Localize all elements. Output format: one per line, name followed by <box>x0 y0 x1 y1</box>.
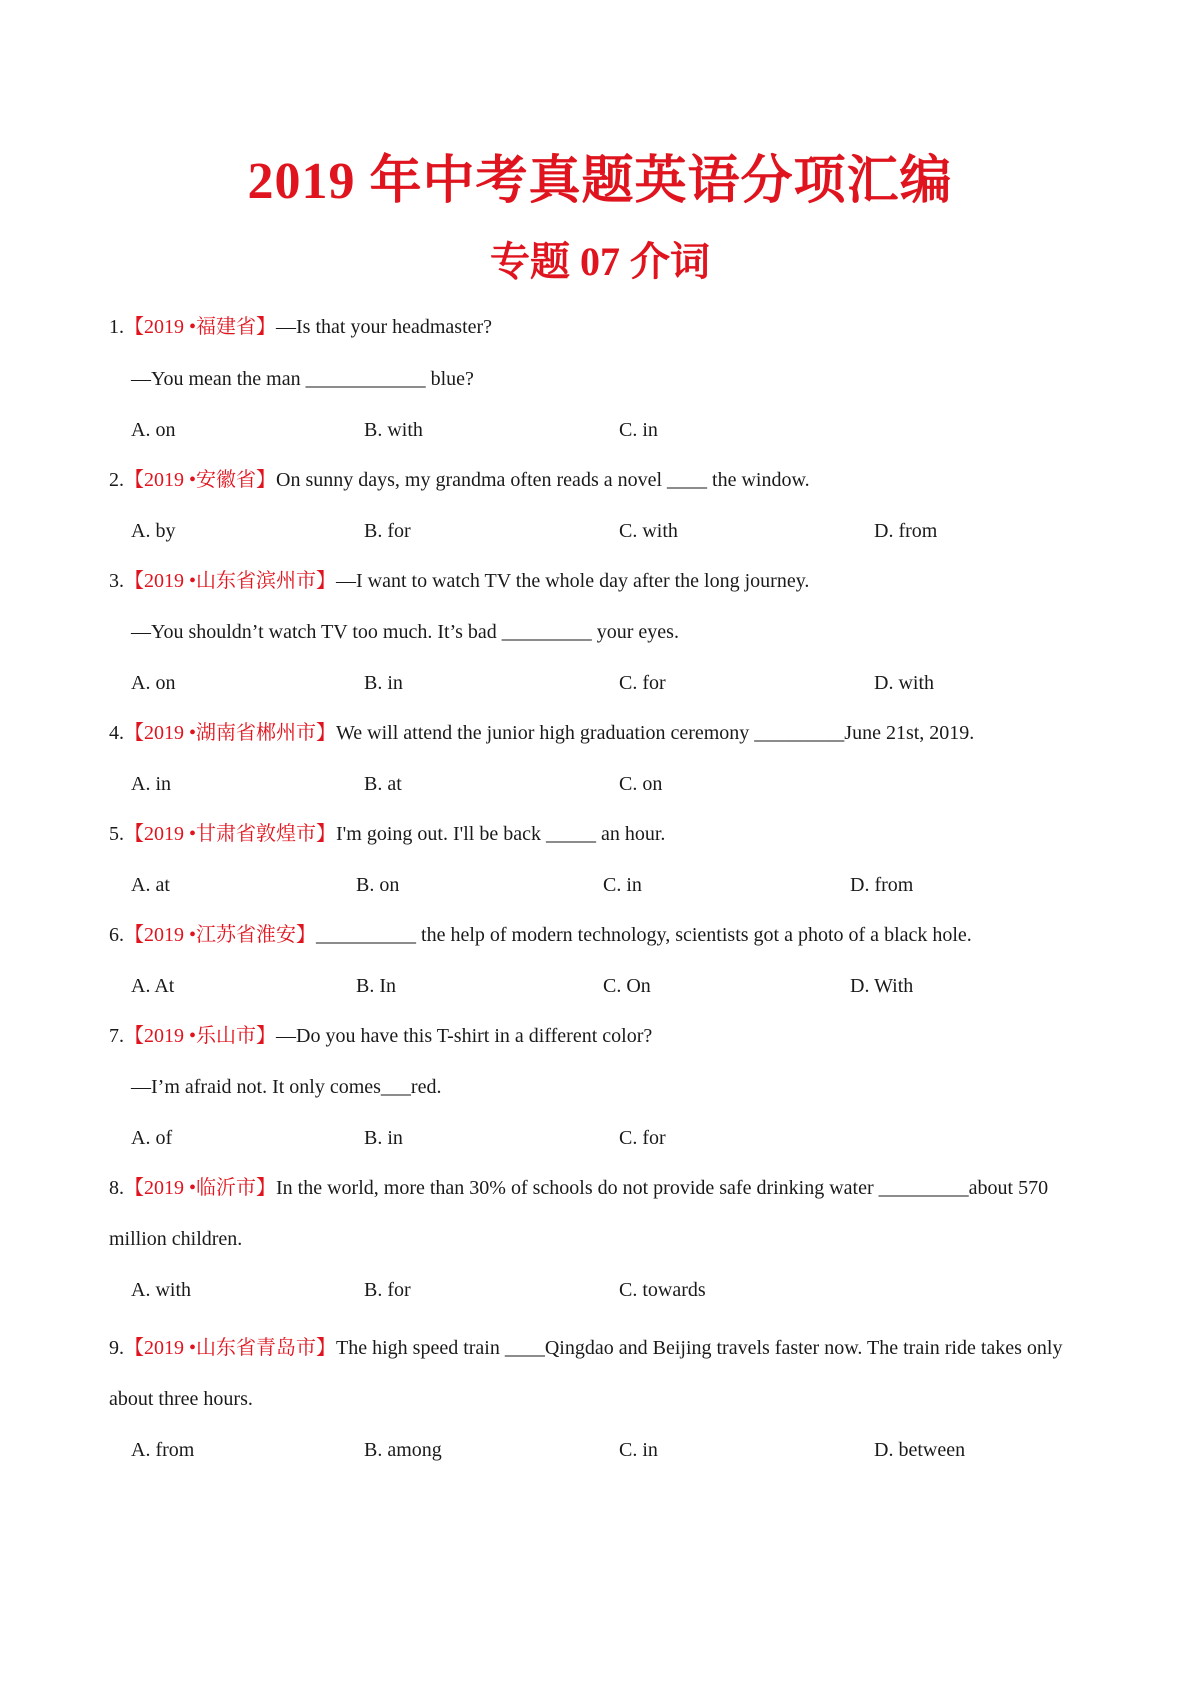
question-9-option-c: C. in <box>619 1439 658 1461</box>
question-source: 【2019 •安徽省】 <box>124 469 277 491</box>
question-7-stem <box>109 1022 652 1050</box>
question-number: 8. <box>109 1177 124 1199</box>
question-9-stem <box>109 1334 1063 1362</box>
question-8-stem <box>109 1174 1048 1202</box>
question-text: —Is that your headmaster? <box>276 316 493 338</box>
question-5-stem <box>109 820 665 848</box>
question-source: 【2019 •临沂市】 <box>124 1177 277 1199</box>
question-number: 7. <box>109 1025 124 1047</box>
question-6-stem <box>109 921 972 949</box>
question-2-option-d: D. from <box>874 520 938 542</box>
question-8-option-c: C. towards <box>619 1279 706 1301</box>
question-4-option-a: A. in <box>131 773 171 795</box>
question-text: In the world, more than 30% of schools do not provide safe drinking water _________about 570 <box>276 1177 1049 1199</box>
question-3-line-2: —You shouldn’t watch TV too much. It’s bad _________ your eyes. <box>131 621 679 643</box>
question-5-option-b: B. on <box>356 874 400 896</box>
question-8-option-b: B. for <box>364 1279 411 1301</box>
question-9-option-b: B. among <box>364 1439 442 1461</box>
question-text: —I want to watch TV the whole day after the long journey. <box>336 570 810 592</box>
question-text: The high speed train ____Qingdao and Beijing travels faster now. The train ride takes only <box>336 1337 1063 1359</box>
question-4-option-c: C. on <box>619 773 663 795</box>
question-text: __________ the help of modern technology, scientists got a photo of a black hole. <box>316 924 972 946</box>
page-subtitle: 专题 07 介词 <box>490 239 710 284</box>
question-7-option-b: B. in <box>364 1127 403 1149</box>
question-8-option-a: A. with <box>131 1279 191 1301</box>
question-number: 5. <box>109 823 124 845</box>
question-text: I'm going out. I'll be back _____ an hour. <box>336 823 666 845</box>
question-4-stem <box>109 719 974 747</box>
question-1-option-b: B. with <box>364 419 423 441</box>
question-7-line-2: —I’m afraid not. It only comes___red. <box>131 1076 442 1098</box>
question-5-option-a: A. at <box>131 874 170 896</box>
question-6-option-b: B. In <box>356 975 396 997</box>
question-number: 1. <box>109 316 124 338</box>
question-9-option-a: A. from <box>131 1439 195 1461</box>
question-source: 【2019 •山东省青岛市】 <box>124 1337 337 1359</box>
question-8-line-2: million children. <box>109 1228 243 1250</box>
question-6-option-c: C. On <box>603 975 651 997</box>
question-6-option-d: D. With <box>850 975 914 997</box>
question-1-line-2: —You mean the man ____________ blue? <box>131 368 474 390</box>
question-1-option-a: A. on <box>131 419 176 441</box>
question-number: 6. <box>109 924 124 946</box>
question-2-option-b: B. for <box>364 520 411 542</box>
question-3-option-d: D. with <box>874 672 934 694</box>
question-text: —Do you have this T-shirt in a different color? <box>276 1025 653 1047</box>
question-source: 【2019 •福建省】 <box>124 316 277 338</box>
question-3-option-c: C. for <box>619 672 666 694</box>
question-7-option-a: A. of <box>131 1127 173 1149</box>
question-number: 9. <box>109 1337 124 1359</box>
question-source: 【2019 •湖南省郴州市】 <box>124 722 337 744</box>
question-source: 【2019 •乐山市】 <box>124 1025 277 1047</box>
question-9-option-d: D. between <box>874 1439 966 1461</box>
question-3-stem <box>109 567 809 595</box>
question-5-option-c: C. in <box>603 874 642 896</box>
question-5-option-d: D. from <box>850 874 914 896</box>
question-2-stem <box>109 466 810 494</box>
question-1-stem <box>109 313 492 341</box>
question-7-option-c: C. for <box>619 1127 666 1149</box>
question-text: On sunny days, my grandma often reads a novel ____ the window. <box>276 469 810 491</box>
question-text: We will attend the junior high graduation ceremony _________June 21st, 2019. <box>336 722 975 744</box>
question-6-option-a: A. At <box>131 975 175 997</box>
question-4-option-b: B. at <box>364 773 402 795</box>
question-number: 3. <box>109 570 124 592</box>
question-source: 【2019 •江苏省淮安】 <box>124 924 317 946</box>
question-number: 2. <box>109 469 124 491</box>
question-number: 4. <box>109 722 124 744</box>
question-2-option-a: A. by <box>131 520 176 542</box>
question-2-option-c: C. with <box>619 520 678 542</box>
question-9-line-2: about three hours. <box>109 1388 253 1410</box>
question-1-option-c: C. in <box>619 419 658 441</box>
question-3-option-a: A. on <box>131 672 176 694</box>
page-title: 2019 年中考真题英语分项汇编 <box>247 153 953 210</box>
question-source: 【2019 •甘肃省敦煌市】 <box>124 823 337 845</box>
question-3-option-b: B. in <box>364 672 403 694</box>
question-source: 【2019 •山东省滨州市】 <box>124 570 337 592</box>
